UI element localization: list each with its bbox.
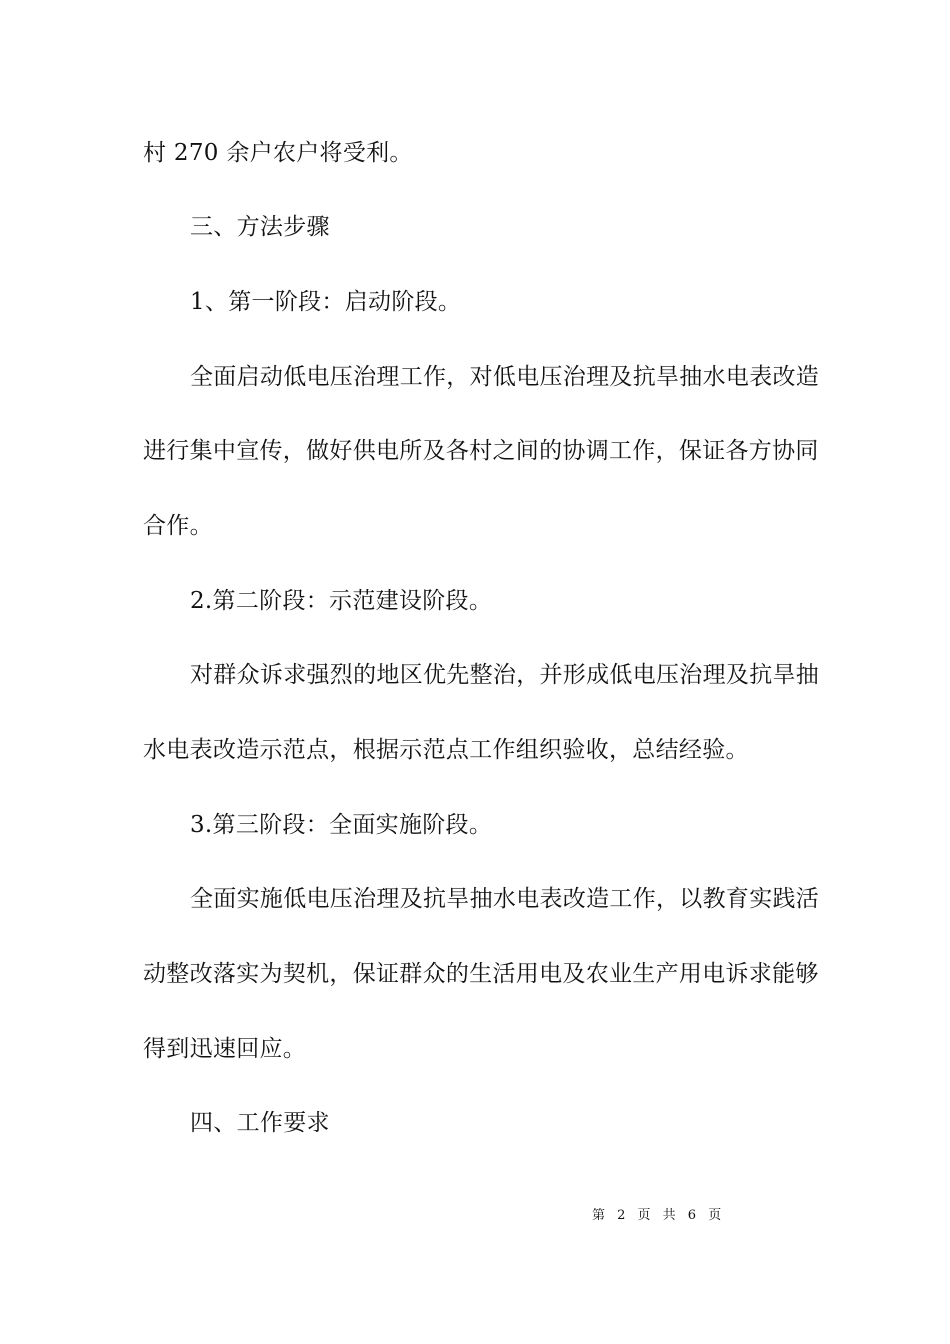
paragraph-line: 全面实施低电压治理及抗旱抽水电表改造工作，以教育实践活 xyxy=(190,886,820,912)
paragraph-line: 合作。 xyxy=(143,513,213,539)
paragraph-line: 动整改落实为契机，保证群众的生活用电及农业生产用电诉求能够 xyxy=(143,961,819,987)
section-heading: 三、方法步骤 xyxy=(190,214,330,240)
paragraph-line: 得到迅速回应。 xyxy=(143,1036,307,1062)
step-heading: 3.第三阶段：全面实施阶段。 xyxy=(190,812,493,838)
paragraph-line: 全面启动低电压治理工作，对低电压治理及抗旱抽水电表改造 xyxy=(190,364,820,390)
paragraph-line: 进行集中宣传，做好供电所及各村之间的协调工作，保证各方协同 xyxy=(143,438,819,464)
paragraph-line: 水电表改造示范点，根据示范点工作组织验收，总结经验。 xyxy=(143,737,749,763)
section-heading: 四、工作要求 xyxy=(190,1110,330,1136)
step-heading: 1、第一阶段：启动阶段。 xyxy=(190,289,462,315)
paragraph-line: 村 270 余户农户将受利。 xyxy=(143,140,413,166)
page-number-footer: 第 2 页 共 6 页 xyxy=(592,1208,726,1223)
paragraph-line: 对群众诉求强烈的地区优先整治，并形成低电压治理及抗旱抽 xyxy=(190,662,820,688)
step-heading: 2.第二阶段：示范建设阶段。 xyxy=(190,588,493,614)
